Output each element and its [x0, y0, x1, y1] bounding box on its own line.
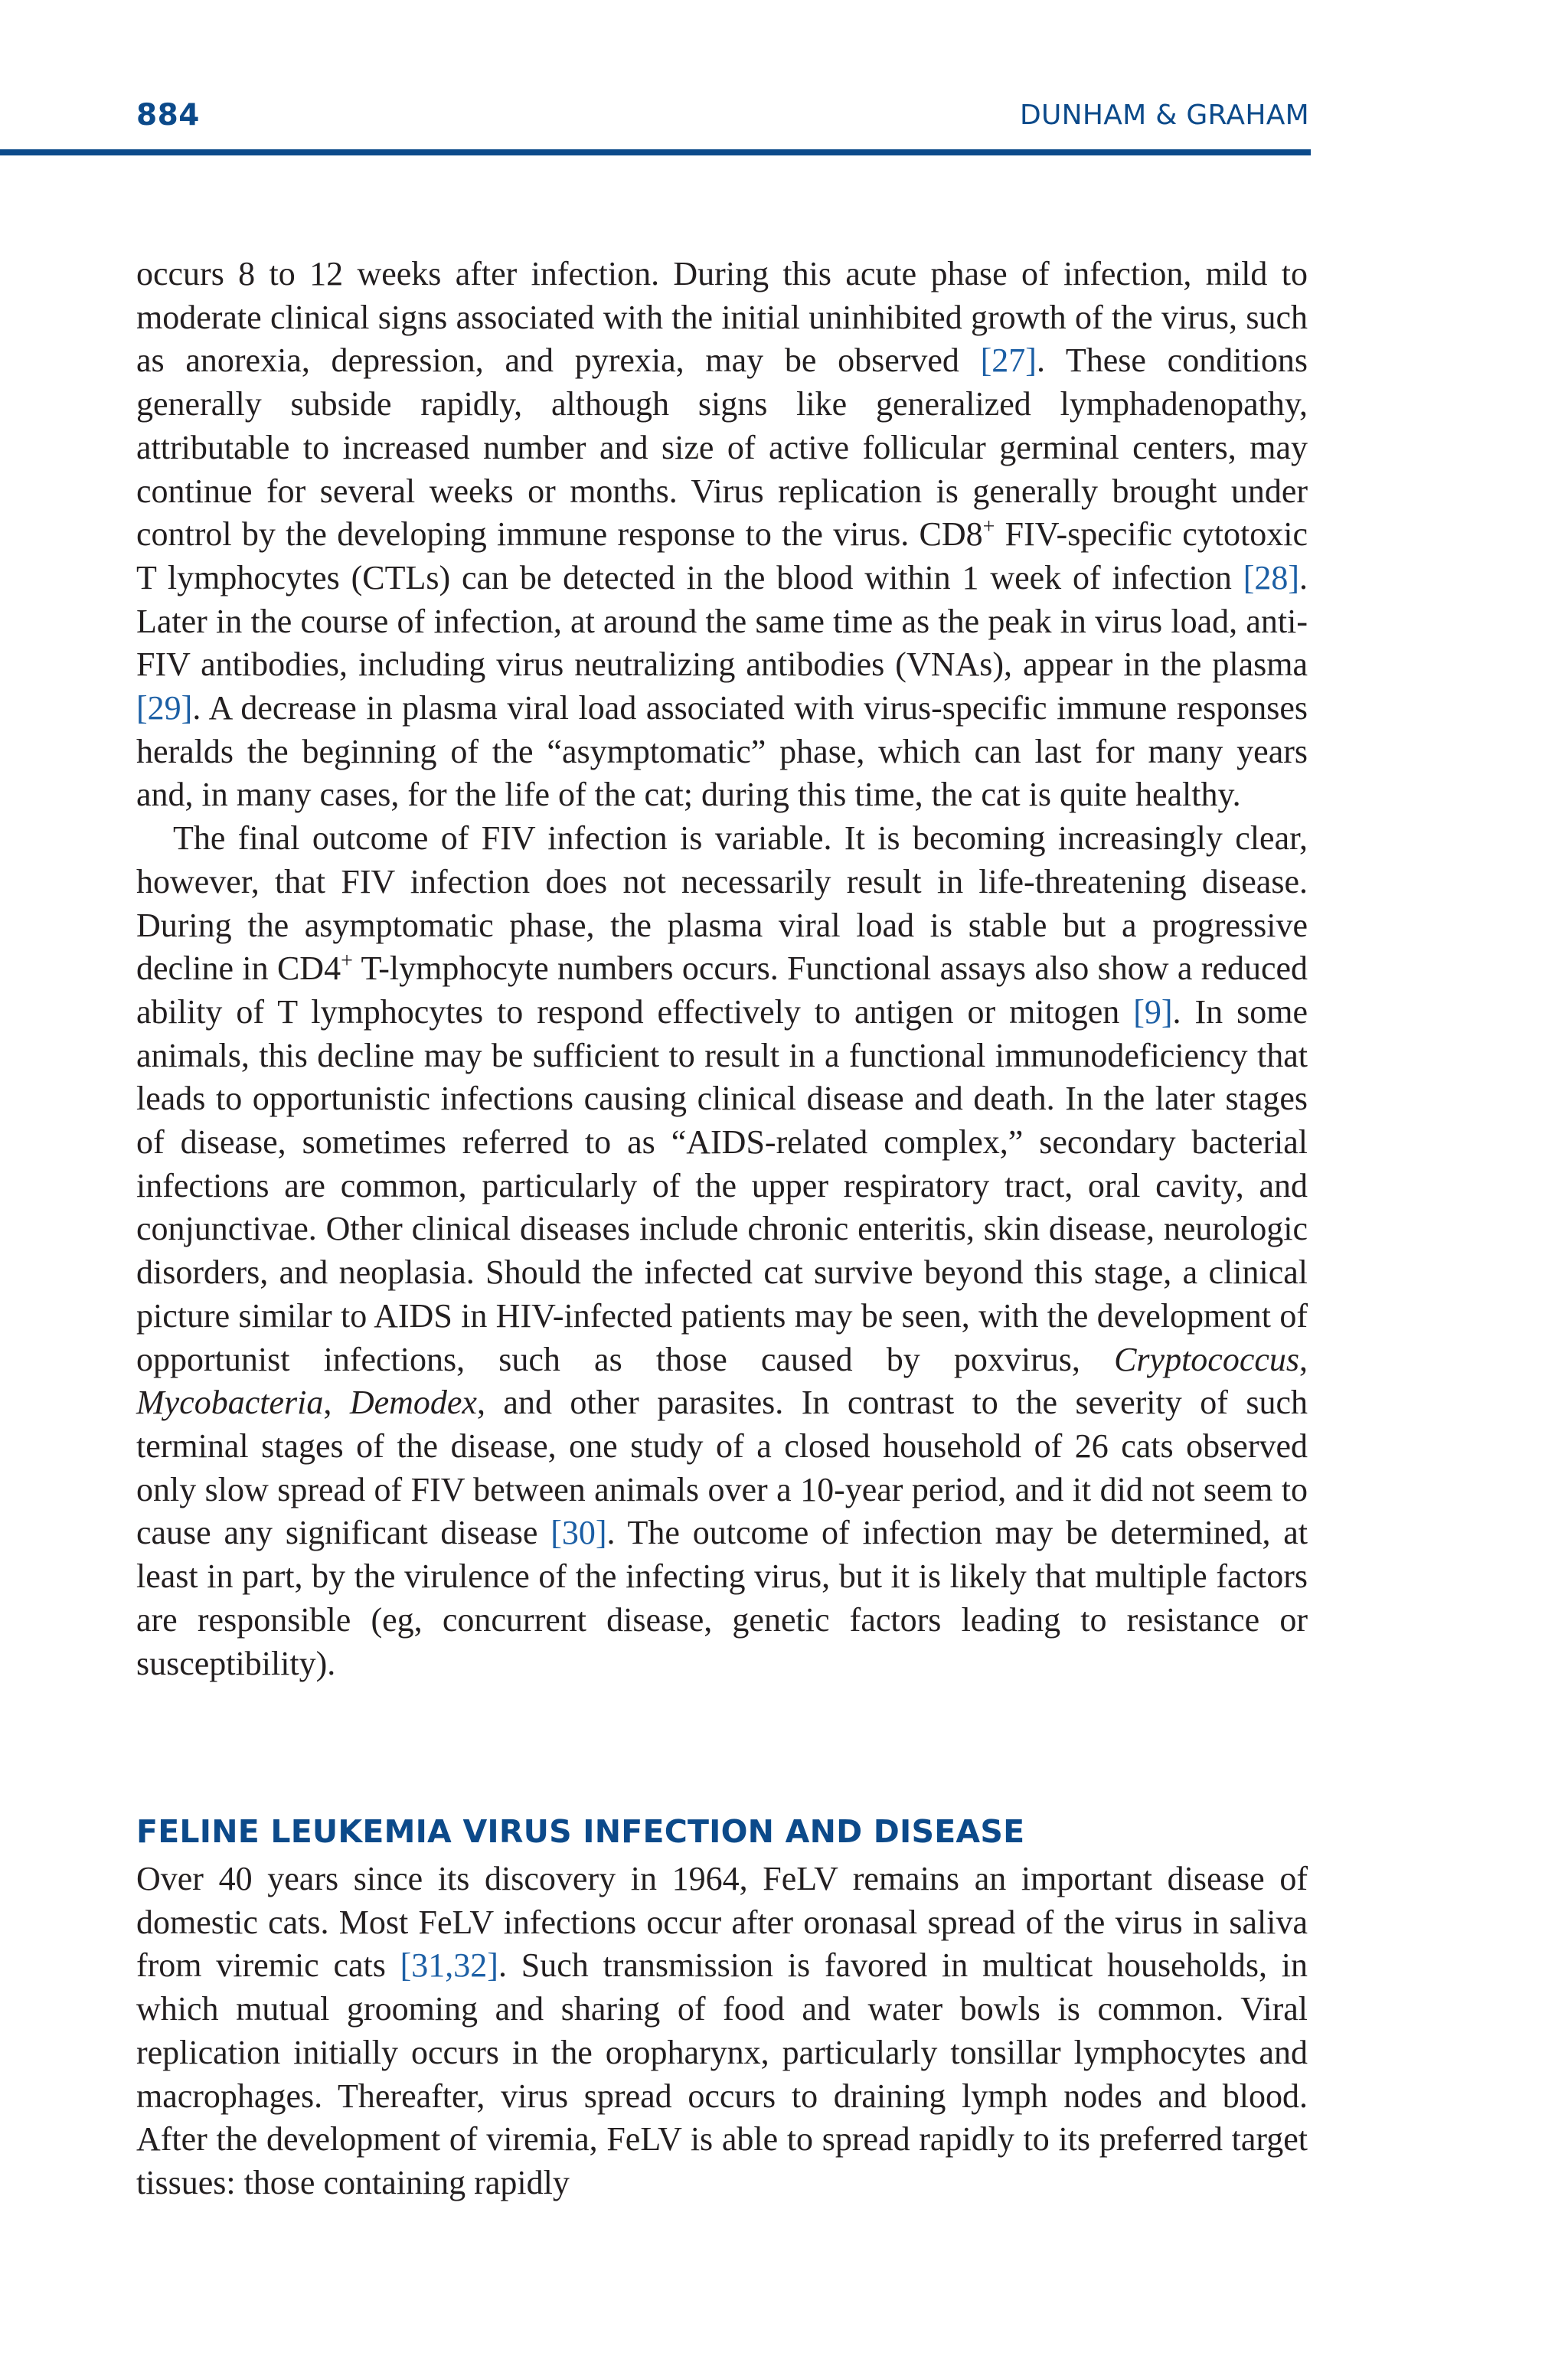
header-rule — [0, 149, 1311, 155]
text-run: , — [1299, 1340, 1308, 1378]
running-head: DUNHAM & GRAHAM — [1019, 100, 1309, 131]
citation-link[interactable]: [31,32] — [400, 1946, 498, 1985]
text-run: The final outcome of FIV infection is variable. It is becoming increasingly clear, however, that FIV infection does not necessarily result in life-threatening disease. During the asymptomatic phase, the plasma viral load is stable but a progressive decline in CD4 — [136, 819, 1308, 988]
italic-term: Cryptococcus — [1114, 1340, 1299, 1378]
main-body-text — [136, 253, 1308, 1685]
text-run: , and other parasites. In contrast to the severity of such terminal stages of the disease, one study of a closed household of 26 cats observed only slow spread of FIV between animals over a 10-year period, and it did not seem to cause any significant disease — [136, 1384, 1308, 1552]
text-run: , — [323, 1384, 350, 1422]
text-run: FIV-specific cytotoxic T lymphocytes (CTLs) can be detected in the blood within 1 week of infection — [136, 515, 1308, 596]
citation-link[interactable]: [9] — [1133, 992, 1173, 1031]
text-run: occurs 8 to 12 weeks after infection. During this acute phase of infection, mild to moderate clinical signs associated with the initial uninhibited growth of the virus, such as anorexia, depression, and pyrexia, may be observed — [136, 255, 1308, 380]
citation-link[interactable]: [27] — [980, 342, 1037, 380]
section-heading: FELINE LEUKEMIA VIRUS INFECTION AND DISEASE — [136, 1813, 1025, 1850]
superscript: + — [982, 515, 995, 539]
italic-term: Mycobacteria — [136, 1384, 324, 1422]
citation-link[interactable]: [29] — [136, 689, 193, 727]
text-run: . Such transmission is favored in multicat households, in which mutual grooming and sharing of food and water bowls is common. Viral replication initially occurs in the oropharynx, particularly tonsillar lymphocytes and macrophages. Thereafter, virus spread occurs to draining lymph nodes and blood. After the development of viremia, FeLV is able to spread rapidly to its preferred target tissues: those containing rapidly — [136, 1946, 1308, 2201]
text-run: . Later in the course of infection, at around the same time as the peak in virus load, anti-FIV antibodies, including virus neutralizing antibodies (VNAs), appear in the plasma — [136, 558, 1308, 684]
citation-link[interactable]: [30] — [550, 1514, 607, 1552]
text-run: . A decrease in plasma viral load associated with virus-specific immune responses heralds the beginning of the “asymptomatic” phase, which can last for many years and, in many cases, for the life of the cat; during this time, the cat is quite healthy. — [136, 689, 1308, 814]
page-header — [133, 98, 1312, 136]
section-body-text — [136, 1858, 1308, 2205]
text-run: . These conditions generally subside rapidly, although signs like generalized lymphadenopathy, attributable to increased number and size of active follicular germinal centers, may continue for several weeks or months. Virus replication is generally brought under control by the developing immune response to the virus. CD8 — [136, 342, 1308, 554]
text-run: . The outcome of infection may be determined, at least in part, by the virulence of the infecting virus, but it is likely that multiple factors are responsible (eg, concurrent disease, genetic factors leading to resistance or susceptibility). — [136, 1514, 1308, 1682]
paragraph-felv-intro — [136, 1858, 1308, 2205]
text-run: Over 40 years since its discovery in 1964, FeLV remains an important disease of domestic cats. Most FeLV infections occur after oronasal spread of the virus in saliva from viremic cats — [136, 1860, 1308, 1985]
paragraph-fiv-acute-phase — [136, 253, 1308, 817]
italic-term: Demodex — [349, 1384, 477, 1422]
superscript: + — [341, 949, 353, 973]
citation-link[interactable]: [28] — [1243, 558, 1299, 596]
text-run: T-lymphocyte numbers occurs. Functional assays also show a reduced ability of T lymphocytes to respond effectively to antigen or mitogen — [136, 949, 1308, 1031]
text-run: . In some animals, this decline may be sufficient to result in a functional immunodeficiency that leads to opportunistic infections causing clinical disease and death. In the later stages of disease, sometimes referred to as “AIDS-related complex,” secondary bacterial infections are common, particularly of the upper respiratory tract, oral cavity, and conjunctivae. Other clinical diseases include chronic enteritis, skin disease, neurologic disorders, and neoplasia. Should the infected cat survive beyond this stage, a clinical picture similar to AIDS in HIV-infected patients may be seen, with the development of opportunist infections, such as those caused by poxvirus, — [136, 992, 1308, 1378]
paragraph-fiv-outcome — [136, 817, 1308, 1685]
page-number: 884 — [136, 98, 200, 132]
